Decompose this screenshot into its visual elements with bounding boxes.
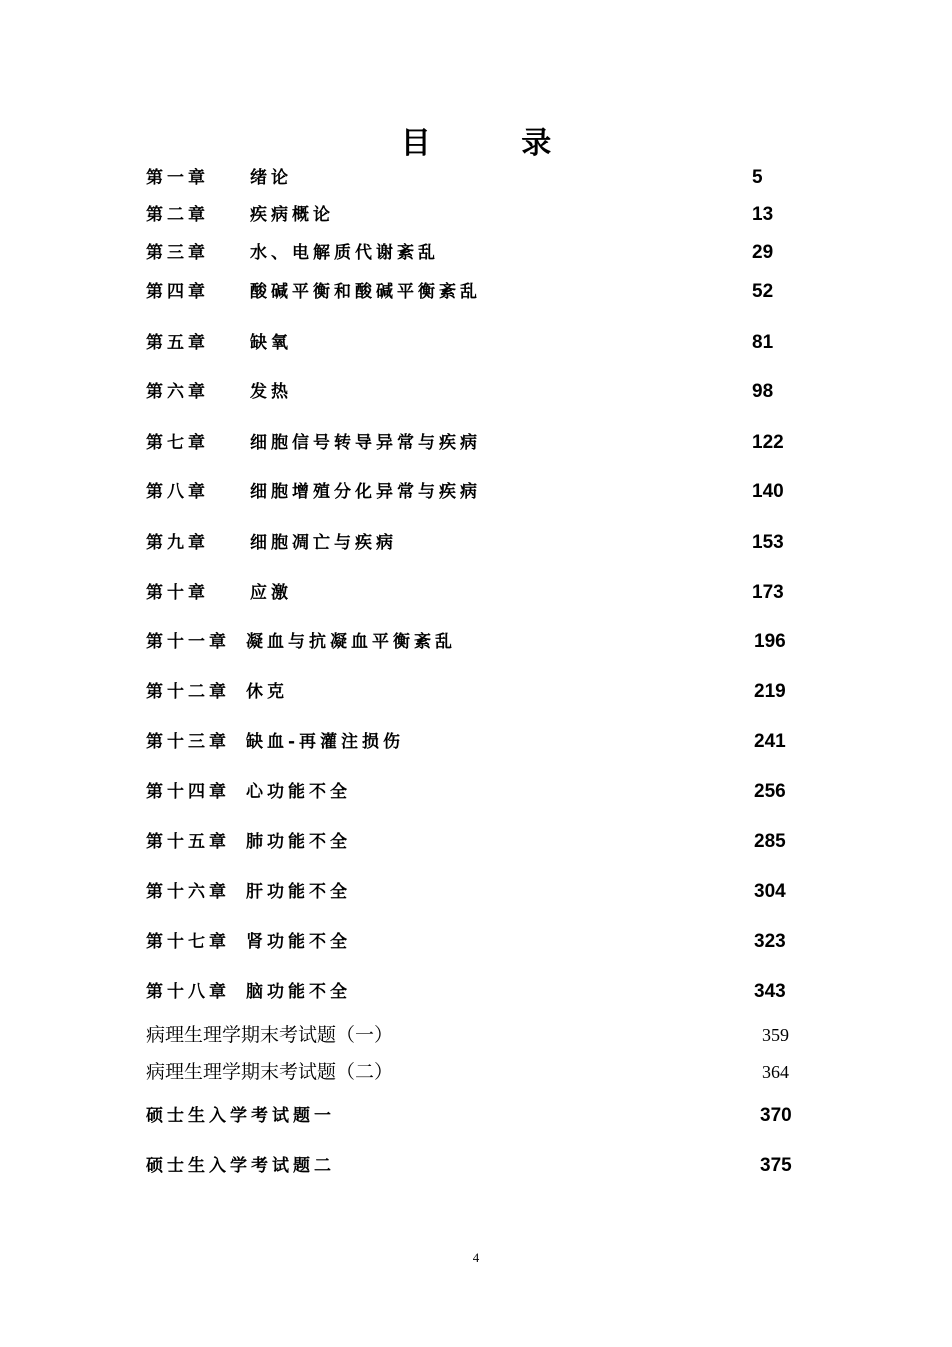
page-ref: 343: [754, 981, 786, 1002]
page-ref: 173: [752, 582, 784, 603]
toc-entry[interactable]: [0, 328, 952, 358]
page-ref: 285: [754, 831, 786, 852]
chapter-title: 发热: [250, 382, 292, 402]
chapter-title: 肺功能不全: [246, 832, 351, 852]
chapter-number: 第十三章: [146, 732, 230, 752]
chapter-title: 缺氧: [250, 333, 292, 353]
exam-title: 病理生理学期末考试题（二）: [146, 1061, 394, 1083]
toc-entry[interactable]: [0, 827, 952, 857]
toc-title: 目 录: [400, 126, 592, 161]
chapter-title: 缺血-再灌注损伤: [246, 732, 405, 752]
chapter-number: 第六章: [146, 382, 209, 402]
page-ref: 256: [754, 781, 786, 802]
page-ref: 153: [752, 532, 784, 553]
page-ref: 98: [752, 381, 774, 402]
chapter-number: 第五章: [146, 333, 209, 353]
toc-entry[interactable]: [0, 627, 952, 657]
chapter-number: 第十一章: [146, 632, 230, 652]
chapter-number: 第四章: [146, 282, 209, 302]
page-ref: 359: [762, 1025, 789, 1045]
page-ref: 364: [762, 1062, 789, 1082]
chapter-title: 水、电解质代谢紊乱: [250, 243, 439, 263]
chapter-number: 第二章: [146, 205, 209, 225]
toc-entry[interactable]: [0, 428, 952, 458]
chapter-number: 第十二章: [146, 682, 230, 702]
chapter-number: 第十五章: [146, 832, 230, 852]
chapter-number: 第十章: [146, 583, 209, 603]
toc-entry[interactable]: [0, 977, 952, 1007]
page-ref: 122: [752, 432, 784, 453]
chapter-title: 细胞信号转导异常与疾病: [250, 433, 481, 453]
toc-entry[interactable]: [0, 1101, 952, 1131]
toc-entry[interactable]: [0, 477, 952, 507]
chapter-number: 第八章: [146, 482, 209, 502]
chapter-title: 细胞凋亡与疾病: [250, 533, 397, 553]
page-ref: 5: [752, 167, 763, 188]
chapter-number: 第一章: [146, 168, 209, 188]
toc-entry[interactable]: [0, 163, 952, 193]
chapter-number: 第十六章: [146, 882, 230, 902]
page-ref: 375: [760, 1155, 792, 1176]
page-ref: 196: [754, 631, 786, 652]
exam-title: 硕士生入学考试题一: [146, 1106, 335, 1126]
chapter-number: 第七章: [146, 433, 209, 453]
toc-entry[interactable]: [0, 578, 952, 608]
toc-entry[interactable]: [0, 927, 952, 957]
chapter-title: 肝功能不全: [246, 882, 351, 902]
chapter-title: 凝血与抗凝血平衡紊乱: [246, 632, 456, 652]
toc-entry[interactable]: [0, 1151, 952, 1181]
chapter-title: 疾病概论: [250, 205, 334, 225]
chapter-title: 休克: [246, 682, 288, 702]
page-ref: 241: [754, 731, 786, 752]
toc-entry[interactable]: [0, 677, 952, 707]
toc-entry[interactable]: [0, 877, 952, 907]
toc-entry[interactable]: [0, 200, 952, 230]
page-ref: 13: [752, 204, 774, 225]
chapter-title: 绪论: [250, 168, 292, 188]
page-ref: 370: [760, 1105, 792, 1126]
chapter-title: 肾功能不全: [246, 932, 351, 952]
page-ref: 219: [754, 681, 786, 702]
toc-entry[interactable]: [0, 377, 952, 407]
toc-entry[interactable]: [0, 1020, 952, 1050]
toc-entry[interactable]: [0, 277, 952, 307]
chapter-number: 第十四章: [146, 782, 230, 802]
toc-entry[interactable]: [0, 1057, 952, 1087]
exam-title: 硕士生入学考试题二: [146, 1156, 335, 1176]
chapter-number: 第十八章: [146, 982, 230, 1002]
page-ref: 304: [754, 881, 786, 902]
page-number: 4: [472, 1250, 480, 1265]
chapter-title: 细胞增殖分化异常与疾病: [250, 482, 481, 502]
page-ref: 81: [752, 332, 774, 353]
toc-entry[interactable]: [0, 238, 952, 268]
toc-entry[interactable]: [0, 528, 952, 558]
page-ref: 323: [754, 931, 786, 952]
chapter-title: 应激: [250, 583, 292, 603]
toc-entry[interactable]: [0, 727, 952, 757]
chapter-number: 第十七章: [146, 932, 230, 952]
exam-title: 病理生理学期末考试题（一）: [146, 1024, 394, 1046]
chapter-title: 脑功能不全: [246, 982, 351, 1002]
page-ref: 29: [752, 242, 774, 263]
chapter-number: 第九章: [146, 533, 209, 553]
chapter-title: 心功能不全: [246, 782, 351, 802]
page-ref: 140: [752, 481, 784, 502]
chapter-title: 酸碱平衡和酸碱平衡紊乱: [250, 282, 481, 302]
chapter-number: 第三章: [146, 243, 209, 263]
toc-entry[interactable]: [0, 777, 952, 807]
page-ref: 52: [752, 281, 774, 302]
